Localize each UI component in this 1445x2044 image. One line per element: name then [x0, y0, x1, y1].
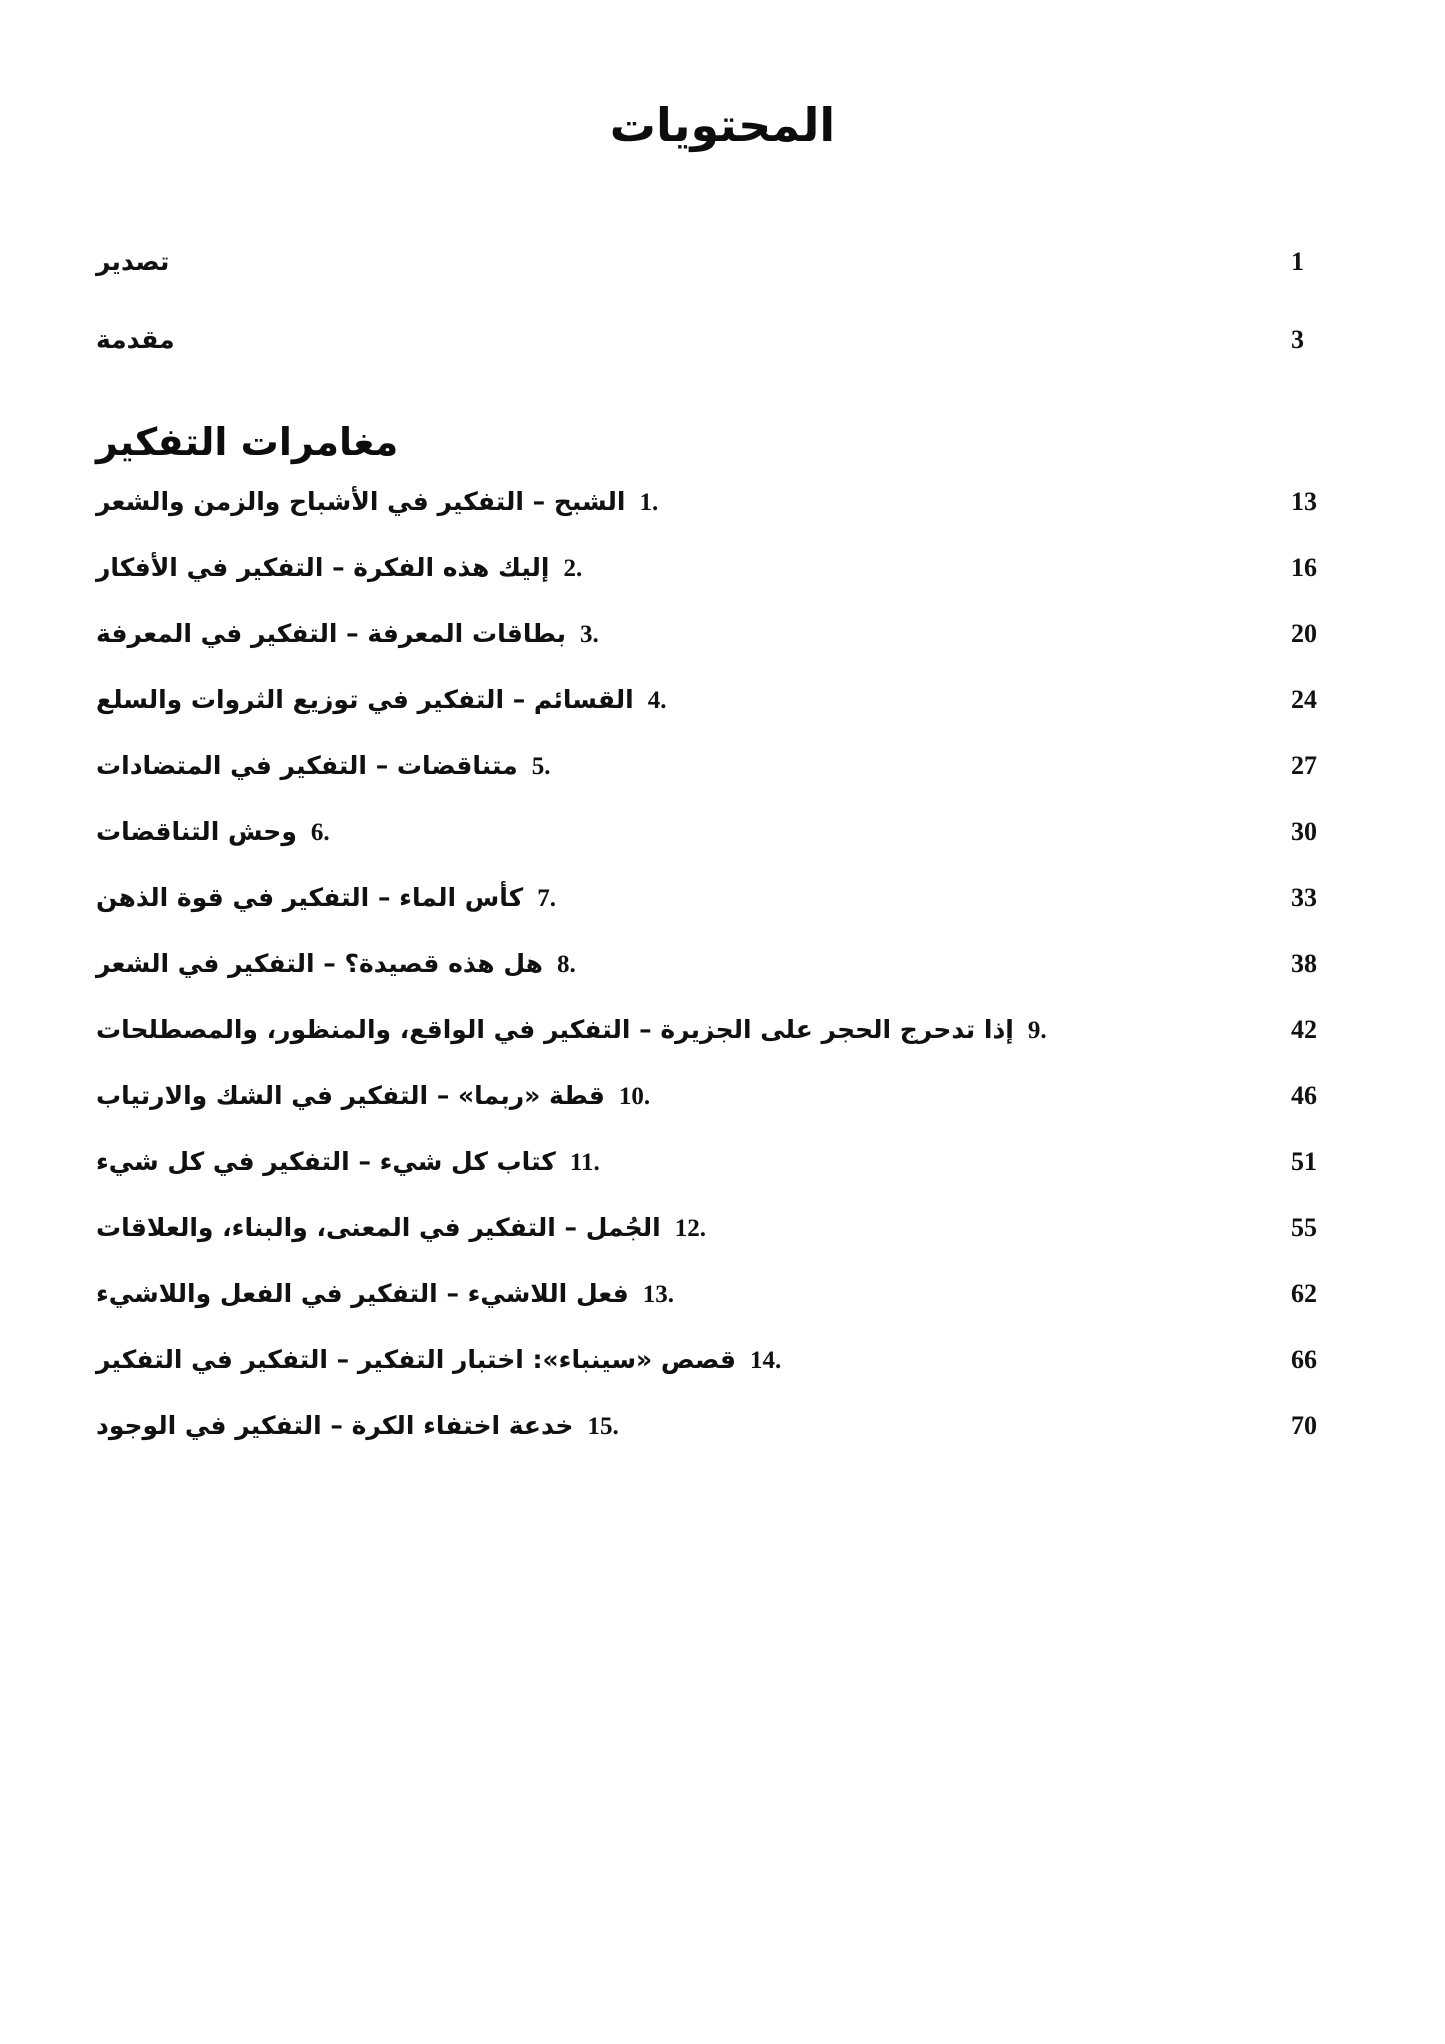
toc-row-front-1[interactable]: [96, 324, 1337, 392]
toc-row[interactable]: [96, 1344, 1337, 1410]
toc-entry-title: إليك هذه الفكرة – التفكير في الأفكار: [96, 553, 550, 582]
toc-entry-title: القسائم – التفكير في توزيع الثروات والسلع: [96, 685, 634, 714]
section-heading-row: [96, 420, 1337, 464]
toc-entry-title: إذا تدحرج الحجر على الجزيرة – التفكير في الواقع، والمنظور، والمصطلحات: [96, 1015, 1014, 1044]
toc-row[interactable]: [96, 552, 1337, 618]
toc-page-number: 46: [1291, 1081, 1317, 1110]
toc-entry: [96, 618, 620, 650]
toc-entry-number: 6.: [310, 819, 330, 846]
toc-row[interactable]: [96, 1146, 1337, 1212]
toc-entry: [96, 1410, 627, 1442]
toc-entry-title: الجُمل – التفكير في المعنى، والبناء، والعلاقات: [96, 1213, 661, 1242]
toc-entry: [96, 1146, 610, 1178]
toc-entry-title: قطة «ربما» – التفكير في الشك والارتياب: [96, 1081, 605, 1110]
toc-entry-number: 5.: [531, 753, 551, 780]
toc-entry-title: فعل اللاشيء – التفكير في الفعل واللاشيء: [96, 1279, 629, 1308]
toc-row[interactable]: [96, 1014, 1337, 1080]
toc-entry-number: 15.: [587, 1413, 619, 1440]
toc-page-number: 70: [1291, 1411, 1317, 1440]
toc-entry-title: كتاب كل شيء – التفكير في كل شيء: [96, 1147, 556, 1176]
toc-entry: [96, 552, 603, 584]
toc-entry-title: كأس الماء – التفكير في قوة الذهن: [96, 883, 524, 912]
page-title: المحتويات: [609, 98, 836, 152]
toc-entry: [96, 1014, 1068, 1046]
toc-row[interactable]: [96, 1278, 1337, 1344]
toc-entry-title: خدعة اختفاء الكرة – التفكير في الوجود: [96, 1411, 574, 1440]
toc-entry-title: وحش التناقضات: [96, 817, 297, 846]
toc-page-number: 24: [1291, 685, 1317, 714]
toc-entry-label: مقدمة: [96, 325, 175, 354]
toc-entry: [96, 1278, 683, 1310]
toc-page-number: 27: [1291, 751, 1317, 780]
toc-entry-title: بطاقات المعرفة – التفكير في المعرفة: [96, 619, 566, 648]
toc-row[interactable]: [96, 486, 1337, 552]
toc-entry-title: هل هذه قصيدة؟ – التفكير في الشعر: [96, 949, 543, 978]
toc-entry-title: قصص «سينباء»: اختبار التفكير – التفكير في التفكير: [96, 1345, 736, 1374]
toc-page-number: 55: [1291, 1213, 1317, 1242]
row-spacer: [96, 314, 1337, 324]
toc-page-number: 51: [1291, 1147, 1317, 1176]
toc-page-number: 38: [1291, 949, 1317, 978]
toc-entry-number: 14.: [750, 1347, 782, 1374]
toc-row[interactable]: [96, 684, 1337, 750]
toc-entry-number: 2.: [563, 555, 583, 582]
toc-row[interactable]: [96, 948, 1337, 1014]
toc-entry: [96, 1212, 715, 1244]
toc-page-number: 16: [1291, 553, 1317, 582]
toc-row[interactable]: [96, 1212, 1337, 1278]
toc-page-number: 42: [1291, 1015, 1317, 1044]
toc-page-number: 3: [1291, 325, 1304, 354]
toc-entry-number: 11.: [569, 1149, 600, 1176]
toc-row[interactable]: [96, 816, 1337, 882]
toc-entry-label: تصدير: [96, 247, 170, 276]
toc-entry: [96, 816, 351, 848]
toc-row-front-0[interactable]: [96, 246, 1337, 314]
toc-entry: [96, 1344, 790, 1376]
section-title: مغامرات التفكير: [96, 420, 399, 464]
toc-entry: [96, 684, 688, 716]
toc-page-number: 1: [1291, 247, 1304, 276]
toc-entry-number: 10.: [618, 1083, 651, 1110]
toc-entry-front-0: [96, 246, 169, 277]
toc-entry-number: 8.: [557, 951, 576, 978]
toc-page-number: 62: [1291, 1279, 1317, 1308]
toc-entry-front-1: [96, 324, 175, 355]
toc-page-number: 66: [1291, 1345, 1317, 1374]
toc-page-number: 33: [1291, 883, 1317, 912]
toc-row[interactable]: [96, 1080, 1337, 1146]
toc-row[interactable]: [96, 882, 1337, 948]
toc-entry-title: متناقضات – التفكير في المتضادات: [96, 751, 518, 780]
toc-entry: [96, 1080, 659, 1112]
toc-row[interactable]: [96, 750, 1337, 816]
toc-entry-number: 3.: [579, 621, 599, 648]
toc-entry: [96, 882, 577, 914]
toc-entry-number: 12.: [674, 1215, 706, 1242]
toc-entry-title: الشبح – التفكير في الأشباح والزمن والشعر: [96, 487, 626, 516]
toc-page-number: 13: [1291, 487, 1317, 516]
toc-row[interactable]: [96, 618, 1337, 684]
toc-entry: [96, 948, 597, 980]
toc-row[interactable]: [96, 1410, 1337, 1476]
toc-entry-number: 9.: [1027, 1017, 1047, 1044]
toc-entry-number: 13.: [642, 1281, 674, 1308]
table-of-contents: [96, 246, 1337, 1476]
toc-entry-number: 7.: [537, 885, 556, 912]
toc-entry: [96, 486, 679, 518]
toc-entry: [96, 750, 572, 782]
toc-entry-number: 4.: [647, 687, 667, 714]
toc-page-number: 20: [1291, 619, 1317, 648]
toc-entry-number: 1.: [639, 489, 659, 516]
toc-page-number: 30: [1291, 817, 1317, 846]
